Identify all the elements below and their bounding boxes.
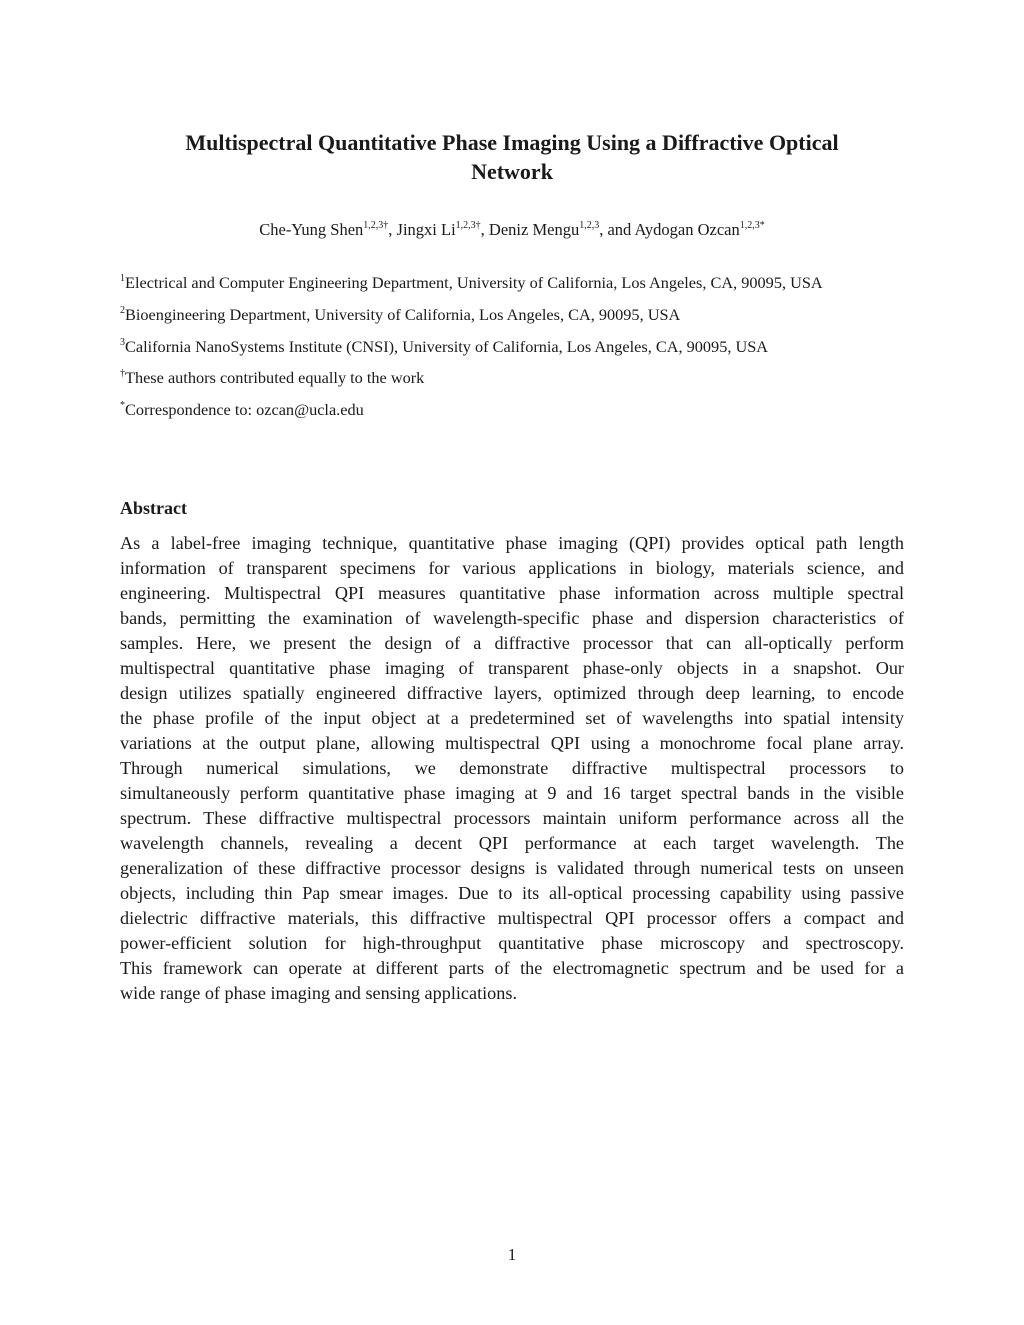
author-name: Che-Yung Shen (259, 220, 364, 239)
affiliation-1 (120, 272, 920, 294)
author-separator: , (480, 220, 489, 239)
abstract-line: variations at the output plane, allowing multispectral QPI using a monochrome focal plane array. (120, 733, 904, 753)
abstract-line: As a label-free imaging technique, quantitative phase imaging (QPI) provides optical path length (120, 533, 904, 553)
affiliation-3 (120, 336, 920, 358)
asterisk-mark: * (120, 399, 125, 411)
note-text: These authors contributed equally to the work (125, 368, 425, 387)
abstract-line: wide range of phase imaging and sensing applications. (120, 983, 517, 1003)
abstract-heading: Abstract (120, 498, 187, 518)
abstract-line: wavelength channels, revealing a decent QPI performance at each target wavelength. The (120, 833, 904, 853)
affiliation-mark: 3 (120, 336, 125, 348)
abstract-line: information of transparent specimens for various applications in biology, materials science, and (120, 558, 904, 578)
abstract-line: multispectral quantitative phase imaging of transparent phase-only objects in a snapshot. Our (120, 658, 904, 678)
affiliation-text: Electrical and Computer Engineering Department, University of California, Los Angeles, CA, 90095, USA (125, 273, 823, 292)
title-line-2: Network (471, 159, 553, 184)
affiliation-mark: 1 (120, 272, 125, 284)
abstract-line: objects, including thin Pap smear images. Due to its all-optical processing capability using passive (120, 883, 904, 903)
abstract-line: engineering. Multispectral QPI measures quantitative phase information across multiple spectral (120, 583, 904, 603)
equal-contribution-note (120, 367, 920, 389)
abstract-line: the phase profile of the input object at a predetermined set of wavelengths into spatial intensity (120, 708, 904, 728)
paper-title (120, 128, 904, 186)
affiliation-2 (120, 304, 920, 326)
abstract-line: generalization of these diffractive processor designs is validated through numerical tests on unseen (120, 858, 904, 878)
author-separator: , (388, 220, 397, 239)
author-name: Jingxi Li (396, 220, 456, 239)
abstract-line: power-efficient solution for high-throughput quantitative phase microscopy and spectroscopy. (120, 933, 904, 953)
author-affiliation-marks: 1,2,3 (579, 219, 600, 231)
abstract-body (120, 531, 904, 1006)
author-affiliation-marks: 1,2,3† (455, 219, 481, 231)
abstract-line: simultaneously perform quantitative phase imaging at 9 and 16 target spectral bands in the visible (120, 783, 904, 803)
abstract-line: samples. Here, we present the design of a diffractive processor that can all-optically perform (120, 633, 904, 653)
abstract-line: bands, permitting the examination of wavelength-specific phase and dispersion characteristics of (120, 608, 904, 628)
title-line-1: Multispectral Quantitative Phase Imaging Using a Diffractive Optical (185, 130, 839, 155)
author-separator: , and (599, 220, 635, 239)
dagger-mark: † (120, 367, 125, 379)
affiliation-text: Bioengineering Department, University of California, Los Angeles, CA, 90095, USA (125, 305, 681, 324)
author-affiliation-marks: 1,2,3† (363, 219, 389, 231)
page-number: 1 (507, 1245, 517, 1264)
author-name: Deniz Mengu (488, 220, 580, 239)
abstract-line: design utilizes spatially engineered diffractive layers, optimized through deep learning, to encode (120, 683, 904, 703)
abstract-line: Through numerical simulations, we demonstrate diffractive multispectral processors to (120, 758, 904, 778)
affiliation-text: California NanoSystems Institute (CNSI), University of California, Los Angeles, CA, 90095, USA (125, 337, 769, 356)
abstract-line: This framework can operate at different parts of the electromagnetic spectrum and be used for a (120, 958, 904, 978)
affiliation-mark: 2 (120, 304, 125, 316)
note-text: Correspondence to: ozcan@ucla.edu (125, 400, 364, 419)
author-list (120, 218, 904, 242)
author-affiliation-marks: 1,2,3* (739, 219, 765, 231)
author-name: Aydogan Ozcan (634, 220, 740, 239)
correspondence-note (120, 399, 920, 421)
abstract-line: dielectric diffractive materials, this diffractive multispectral QPI processor offers a compact and (120, 908, 904, 928)
abstract-line: spectrum. These diffractive multispectral processors maintain uniform performance across all the (120, 808, 904, 828)
